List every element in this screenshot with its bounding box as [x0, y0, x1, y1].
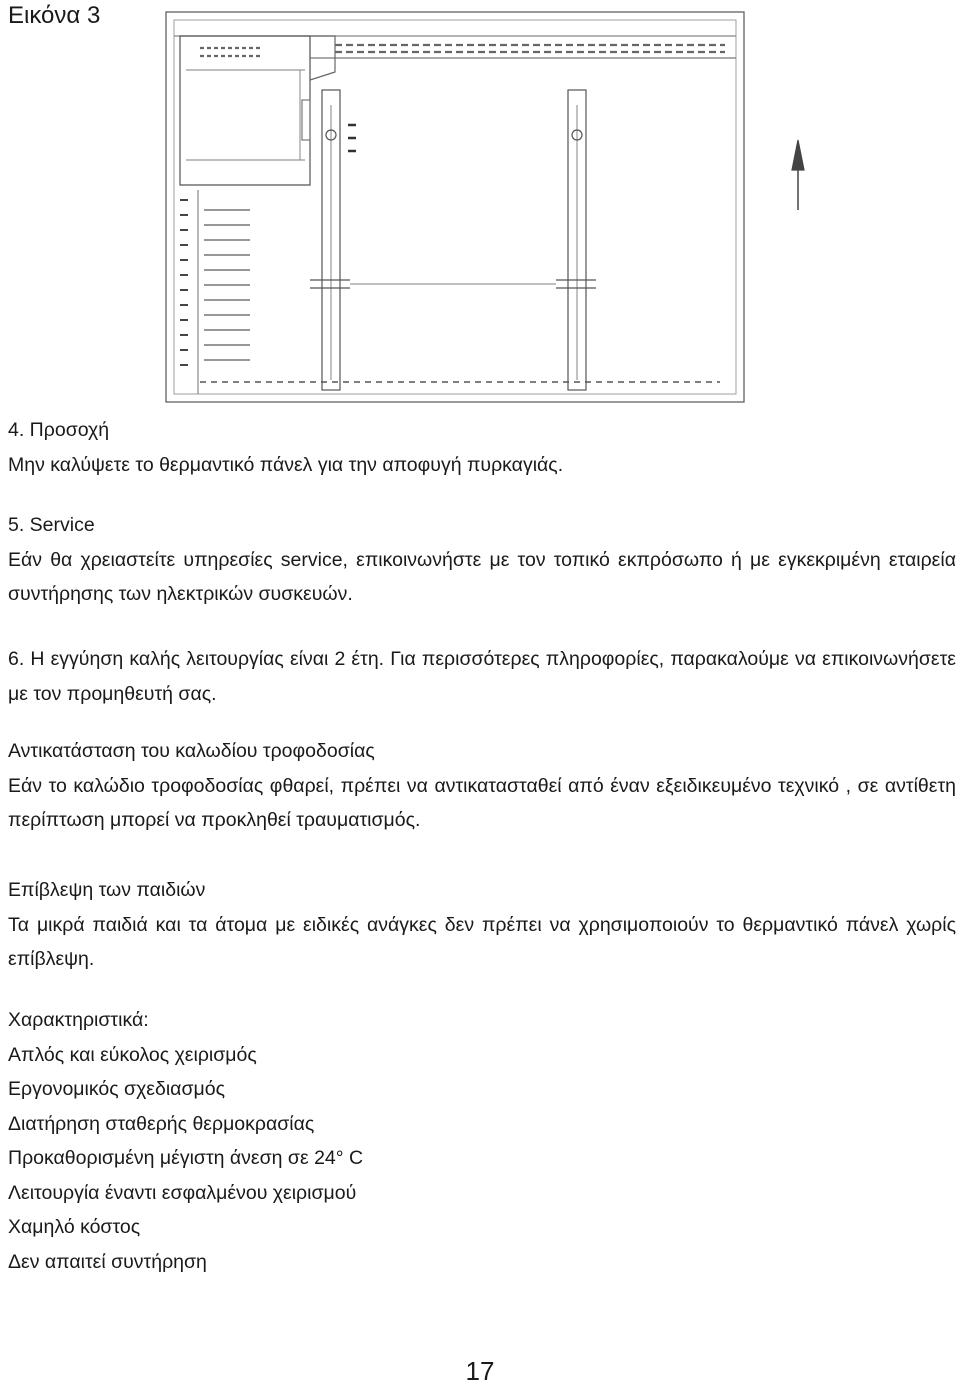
- heater-panel-diagram: [160, 10, 810, 405]
- page-number: 17: [465, 1356, 495, 1386]
- mounting-bracket-right: [556, 90, 596, 390]
- mounting-bracket-left: [310, 90, 350, 390]
- section-caution: [8, 413, 956, 482]
- up-arrow-icon: [792, 140, 804, 210]
- features-heading: Χαρακτηριστικά:: [8, 1009, 149, 1031]
- top-vent-grille: [200, 45, 725, 56]
- feature-item: Εργονομικός σχεδιασμός: [8, 1078, 225, 1100]
- inner-louvers: [204, 210, 250, 360]
- section-child-supervision: [8, 873, 956, 977]
- service-text: Εάν θα χρειαστείτε υπηρεσίες service, επικοινωνήστε με τον τοπικό εκπρόσωπο ή με εγκεκριμένη εταιρεία συντήρησης των ηλεκτρικών συσκευών.: [8, 548, 956, 605]
- caution-heading: 4. Προσοχή: [8, 419, 110, 441]
- indicator-marks: [348, 125, 356, 151]
- section-warranty: [8, 642, 956, 711]
- caution-text: Μην καλύψετε το θερμαντικό πάνελ για την αποφυγή πυρκαγιάς.: [8, 453, 564, 476]
- warranty-text: 6. Η εγγύηση καλής λειτουργίας είναι 2 έτη. Για περισσότερες πληροφορίες, παρακαλούμε να επικοινωνήσετε με τον προμηθευτή σας.: [8, 648, 956, 705]
- power-cable-text: Εάν το καλώδιο τροφοδοσίας φθαρεί, πρέπει να αντικατασταθεί από έναν εξειδικευμένο τεχνικό , σε αντίθετη περίπτωση μπορεί να προκληθεί τραυματισμός.: [8, 774, 956, 831]
- figure-caption: Εικόνα 3: [8, 2, 101, 29]
- service-heading: 5. Service: [8, 514, 95, 536]
- section-service: [8, 508, 956, 612]
- feature-item: Χαμηλό κόστος: [8, 1216, 141, 1238]
- child-supervision-text: Τα μικρά παιδιά και τα άτομα με ειδικές ανάγκες δεν πρέπει να χρησιμοποιούν το θερμαντικό πάνελ χωρίς επίβλεψη.: [8, 913, 956, 970]
- feature-item: Προκαθορισμένη μέγιστη άνεση σε 24° C: [8, 1147, 364, 1169]
- section-features: [8, 1003, 956, 1279]
- feature-item: Δεν απαιτεί συντήρηση: [8, 1250, 207, 1273]
- section-power-cable: [8, 734, 956, 838]
- child-supervision-heading: Επίβλεψη των παιδιών: [8, 879, 206, 901]
- feature-item: Διατήρηση σταθερής θερμοκρασίας: [8, 1112, 315, 1135]
- side-louvers: [180, 200, 188, 365]
- power-cable-heading: Αντικατάσταση του καλωδίου τροφοδοσίας: [8, 740, 375, 762]
- feature-item: Απλός και εύκολος χειρισμός: [8, 1043, 257, 1066]
- feature-item: Λειτουργία έναντι εσφαλμένου χειρισμού: [8, 1181, 357, 1204]
